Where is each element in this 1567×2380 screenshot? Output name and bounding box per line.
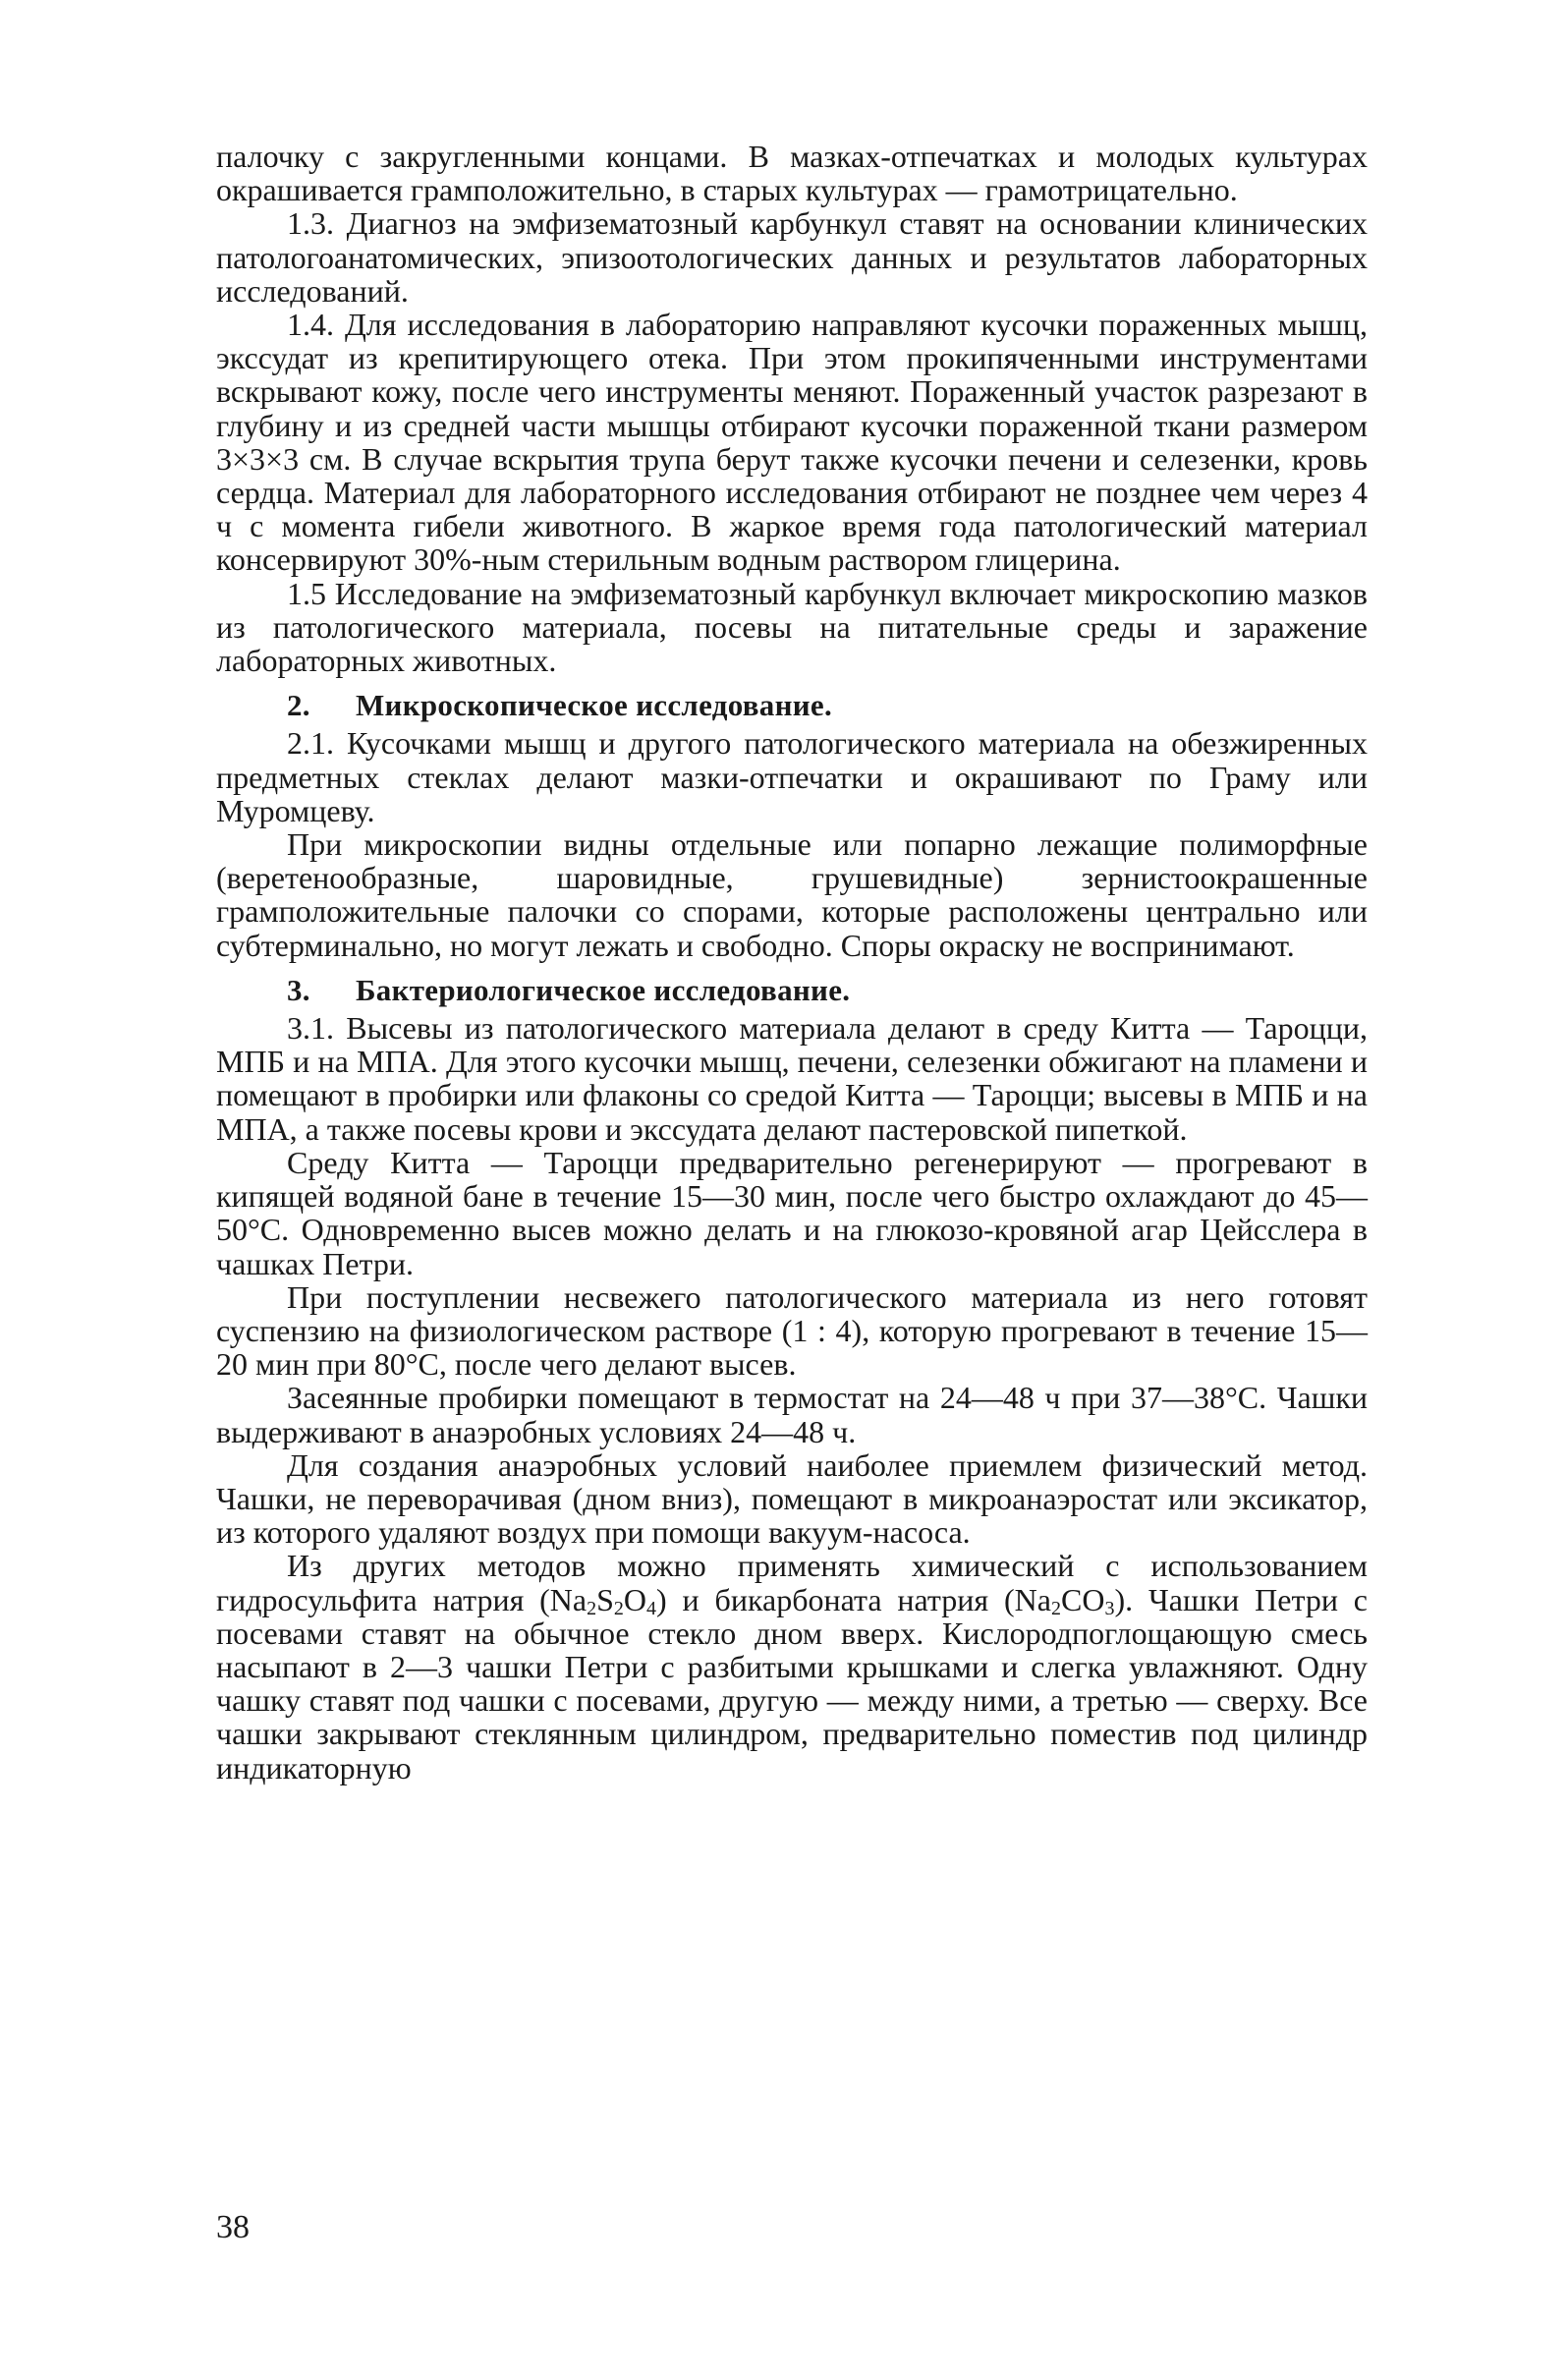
paragraph: При микроскопии видны отдельные или попарно лежащие полиморфные (веретенообразные, шаровидные, грушевидные) зернистоокрашенные грамположительные палочки со спорами, которые расположены центрально или субтерминально, но могут лежать и свободно. Споры окраску не воспринимают. (216, 826, 1368, 963)
text-run: Из других методов можно применять химический с использованием гидросульфита натрия (Na (216, 1548, 1368, 1617)
paragraph: 2.1. Кусочками мышц и другого патологического материала на обезжиренных предметных стеклах делают мазки-отпечатки и окрашивают по Граму или Муромцеву. (216, 725, 1368, 828)
text-run: ). Чашки Петри с посевами ставят на обычное стекло дном вверх. Кислородпоглощающую смесь насыпают в 2—3 чашки Петри с разбитыми крышками и слегка увлажняют. Одну чашку ставят под чашки с посевами, другую — между ними, а третью — сверху. Все чашки закрывают стеклянным цилиндром, предварительно поместив под цилиндр индикаторную (216, 1581, 1369, 1785)
paragraph: палочку с закругленными концами. В мазках-отпечатках и молодых культурах окрашивается грамположительно, в старых культурах — грамотрицательно. (216, 139, 1368, 208)
subscript: 4 (646, 1597, 657, 1619)
text-run: ) и бикарбоната натрия (Na (656, 1581, 1051, 1617)
section-heading (216, 974, 1368, 1007)
subscript: 2 (1050, 1597, 1061, 1619)
paragraph: 1.3. Диагноз на эмфизематозный карбункул ставят на основании клинических патологоанатомических, эпизоотологических данных и результатов лабораторных исследований. (216, 205, 1368, 309)
paragraph: 1.5 Исследование на эмфизематозный карбункул включает микроскопию мазков из патологического материала, посевы на питательные среды и заражение лабораторных животных. (216, 575, 1368, 679)
section-number: 3. (287, 972, 310, 1007)
paragraph: Для создания анаэробных условий наиболее приемлем физический метод. Чашки, не переворачивая (дном вниз), помещают в микроанаэростат или эксикатор, из которого удаляют воздух при помощи вакуум-насоса. (216, 1446, 1368, 1551)
paragraph: Засеянные пробирки помещают в термостат на 24—48 ч при 37—38°С. Чашки выдерживают в анаэробных условиях 24—48 ч. (216, 1380, 1368, 1449)
paragraph: При поступлении несвежего патологического материала из него готовят суспензию на физиологическом растворе (1 : 4), которую прогревают в течение 15—20 мин при 80°С, после чего делают высев. (216, 1278, 1368, 1383)
section-title: Микроскопическое исследование. (356, 688, 833, 723)
section-number: 2. (287, 688, 310, 723)
body-text (216, 140, 1368, 1785)
subscript: 2 (587, 1597, 597, 1619)
text-run: O (623, 1581, 647, 1617)
paragraph: Среду Китта — Тароцци предварительно регенерируют — прогревают в кипящей водяной бане в течение 15—30 мин, после чего быстро охлаждают до 45—50°С. Одновременно высев можно делать и на глюкозо-кровяной агар Цейсслера в чашках Петри. (216, 1144, 1368, 1281)
subscript: 3 (1104, 1597, 1115, 1619)
paragraph (216, 1549, 1368, 1784)
text-run: CO (1060, 1581, 1105, 1617)
paragraph: 3.1. Высевы из патологического материала делают в среду Китта — Тароцци, МПБ и на МПА. Для этого кусочки мышц, печени, селезенки обжигают на пламени и помещают в пробирки или флаконы со средой Китта — Тароцци; высевы в МПБ и на МПА, а также посевы крови и экссудата делают пастеровской пипеткой. (216, 1010, 1368, 1147)
section-title: Бактериологическое исследование. (356, 972, 851, 1007)
page-number: 38 (216, 2209, 250, 2245)
text-run: S (596, 1581, 614, 1617)
section-heading (216, 689, 1368, 722)
paragraph: 1.4. Для исследования в лабораторию направляют кусочки пораженных мышц, экссудат из крепитирующего отека. При этом прокипяченными инструментами вскрывают кожу, после чего инструменты меняют. Пораженный участок разрезают в глубину и из средней части мышцы отбирают кусочки пораженной ткани размером 3×3×3 см. В случае вскрытия трупа берут также кусочки печени и селезенки, кровь сердца. Материал для лабораторного исследования отбирают не позднее чем через 4 ч с момента гибели животного. В жаркое время года патологический материал консервируют 30%-ным стерильным водным раствором глицерина. (216, 307, 1368, 578)
subscript: 2 (613, 1597, 624, 1619)
